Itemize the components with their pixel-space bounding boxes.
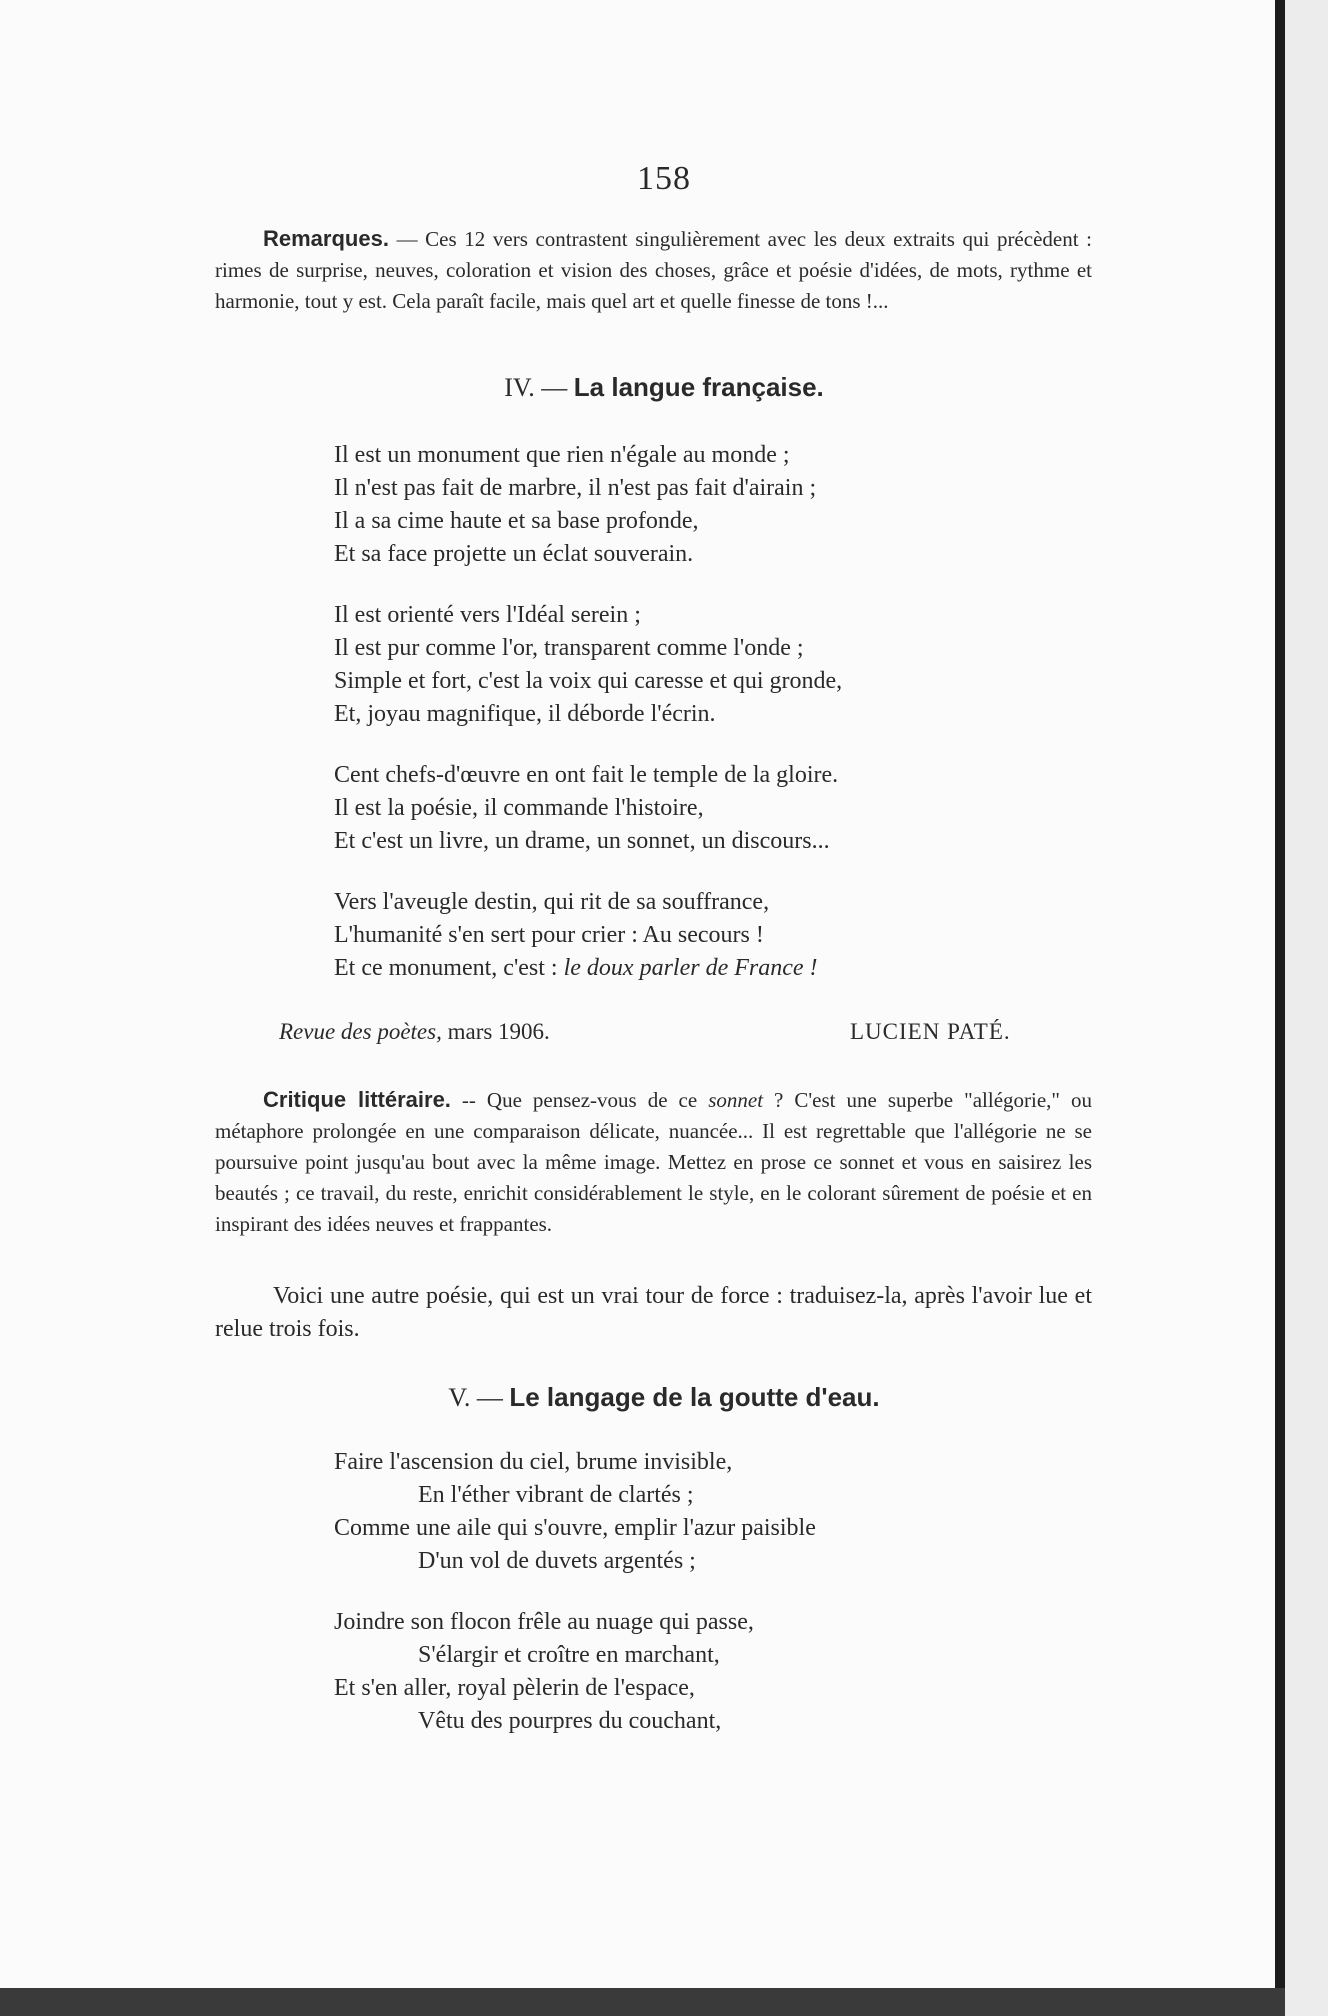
intro-paragraph	[215, 1280, 1092, 1346]
critique-paragraph	[215, 1084, 1092, 1240]
poem-line: Vers l'aveugle destin, qui rit de sa souffrance,	[334, 889, 770, 915]
remarques-text: — Ces 12 vers contrastent singulièrement avec les deux extraits qui précèdent : rimes de surprise, neuves, coloration et vision des choses, grâce et poésie d'idées, de mots, rythme et harmonie, tout y est. Cela paraît facile, mais quel art et quelle finesse de tons !...	[215, 227, 1092, 313]
poem-line-last	[334, 952, 842, 985]
remarques-label: Remarques.	[263, 226, 389, 251]
remarques-paragraph	[215, 223, 1092, 317]
section-v-title: Le langage de la goutte d'eau.	[509, 1382, 880, 1412]
section-iv-title: La langue française.	[573, 372, 824, 402]
scan-right-edge	[1275, 0, 1285, 2016]
poem-line: Et sa face projette un éclat souverain.	[334, 541, 694, 567]
poem2-stanza-2	[334, 1606, 816, 1738]
poem-line: Et c'est un livre, un drame, un sonnet, un discours...	[334, 828, 830, 854]
section-heading-iv	[0, 372, 1328, 403]
poem1-stanza-3	[334, 759, 842, 858]
poem2-stanza-1	[334, 1446, 816, 1578]
poem-line: Vêtu des pourpres du couchant,	[418, 1708, 722, 1734]
critique-text-before: -- Que pensez-vous de ce	[450, 1088, 709, 1112]
poem-line: Il est un monument que rien n'égale au monde ;	[334, 442, 790, 468]
source-journal: Revue des poètes,	[279, 1019, 442, 1044]
page-number: 158	[637, 160, 691, 197]
poem-line: Joindre son flocon frêle au nuage qui passe,	[334, 1609, 754, 1635]
section-heading-v	[0, 1382, 1328, 1413]
poem-line: Et s'en aller, royal pèlerin de l'espace,	[334, 1675, 695, 1701]
poem-line: Il est orienté vers l'Idéal serein ;	[334, 602, 641, 628]
poem-langage-goutte-eau	[334, 1446, 816, 1766]
section-iv-numeral: IV. —	[504, 373, 568, 402]
poem-line-start: Et ce monument, c'est :	[334, 955, 564, 981]
critique-text-after: ? C'est une superbe "allégorie," ou métaphore prolongée en une comparaison délicate, nuancée... Il est regrettable que l'allégorie ne se poursuive point jusqu'au bout avec la même image. Mettez en prose ce sonnet et vous en saisirez les beautés ; ce travail, du reste, enrichit considérablement le style, en le colorant sûrement de poésie et en inspirant des idées neuves et frappantes.	[215, 1088, 1092, 1236]
section-v-numeral: V. —	[448, 1383, 503, 1412]
poem-author: LUCIEN PATÉ.	[850, 1019, 1011, 1044]
scan-bottom-edge	[0, 1988, 1285, 2016]
poem-line: Et, joyau magnifique, il déborde l'écrin.	[334, 701, 716, 727]
poem-line: Il a sa cime haute et sa base profonde,	[334, 508, 699, 534]
poem-line: Cent chefs-d'œuvre en ont fait le temple de la gloire.	[334, 762, 839, 788]
source-date: mars 1906.	[441, 1019, 550, 1044]
poem-line: En l'éther vibrant de clartés ;	[418, 1482, 694, 1508]
poem-line-italic: le doux parler de France !	[563, 955, 818, 981]
poem-source	[279, 1019, 550, 1045]
poem-line: Il est pur comme l'or, transparent comme l'onde ;	[334, 635, 804, 661]
poem1-stanza-2	[334, 599, 842, 731]
poem-line: Il est la poésie, il commande l'histoire,	[334, 795, 704, 821]
critique-label: Critique littéraire.	[263, 1087, 451, 1112]
poem-la-langue-francaise	[334, 439, 842, 1013]
poem-line: Simple et fort, c'est la voix qui caresse et qui gronde,	[334, 668, 843, 694]
poem-line: S'élargir et croître en marchant,	[418, 1642, 720, 1668]
poem-line: D'un vol de duvets argentés ;	[418, 1548, 696, 1574]
poem-line: Faire l'ascension du ciel, brume invisible,	[334, 1449, 733, 1475]
poem-line: L'humanité s'en sert pour crier : Au secours !	[334, 922, 764, 948]
poem-line: Comme une aile qui s'ouvre, emplir l'azur paisible	[334, 1515, 816, 1541]
poem1-stanza-1	[334, 439, 842, 571]
poem1-stanza-4	[334, 886, 842, 985]
intro-text: Voici une autre poésie, qui est un vrai tour de force : traduisez-la, après l'avoir lue et relue trois fois.	[215, 1283, 1092, 1342]
poem-line: Il n'est pas fait de marbre, il n'est pas fait d'airain ;	[334, 475, 817, 501]
critique-sonnet-word: sonnet	[708, 1088, 764, 1112]
